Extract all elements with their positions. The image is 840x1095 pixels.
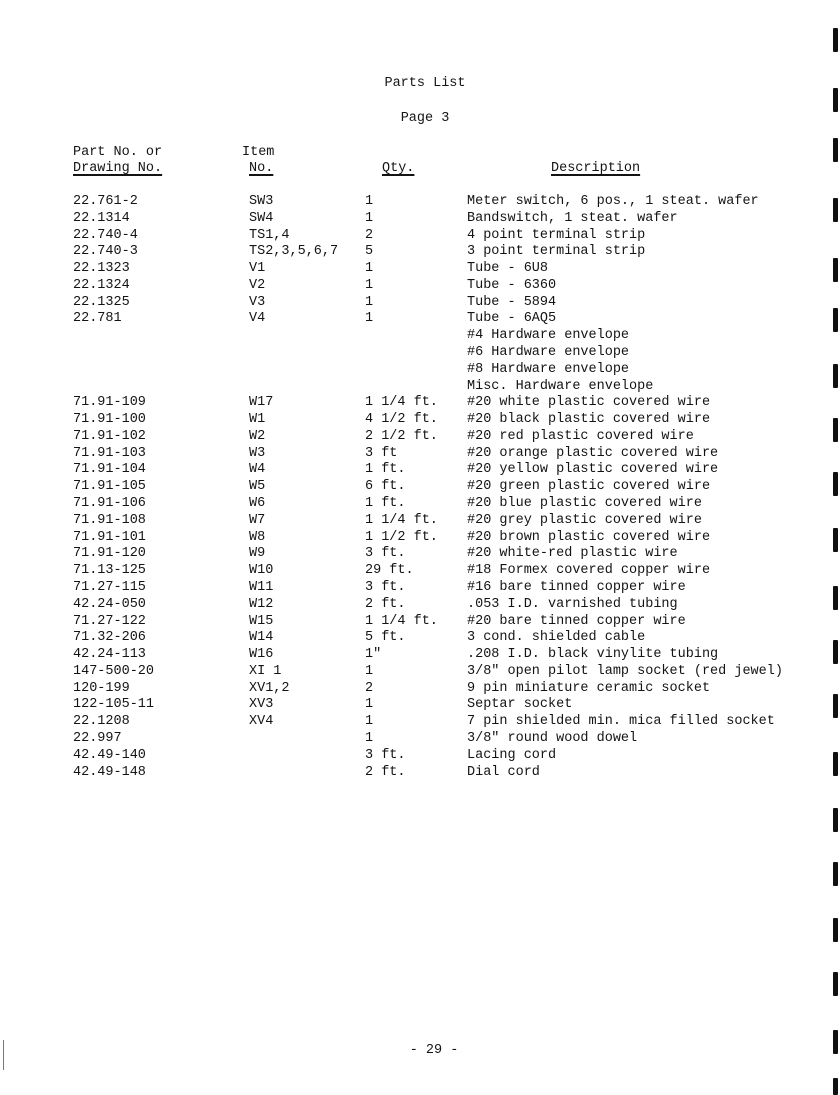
- table-row: [0, 748, 840, 765]
- binder-mark: [833, 88, 838, 112]
- table-row: [0, 681, 840, 698]
- quantity-cell: 1: [365, 277, 374, 293]
- quantity-cell: 1 1/4 ft.: [365, 512, 438, 528]
- quantity-cell: 3 ft.: [365, 546, 406, 562]
- table-row: [0, 295, 840, 312]
- binder-mark: [833, 198, 838, 222]
- part-number-cell: 71.91-103: [73, 445, 146, 461]
- table-row: [0, 462, 840, 479]
- table-row: [0, 647, 840, 664]
- part-number-cell: 71.13-125: [73, 563, 146, 579]
- binder-mark: [833, 808, 838, 832]
- description-cell: #20 black plastic covered wire: [467, 412, 711, 428]
- description-cell: Tube - 5894: [467, 294, 557, 310]
- quantity-cell: 1 1/4 ft.: [365, 613, 438, 629]
- item-number-cell: TS1,4: [249, 227, 290, 243]
- quantity-cell: 3 ft.: [365, 579, 406, 595]
- part-number-cell: 71.27-115: [73, 579, 146, 595]
- part-number-cell: 22.1314: [73, 210, 130, 226]
- item-number-cell: W7: [249, 512, 266, 528]
- item-number-cell: W2: [249, 428, 266, 444]
- table-row: [0, 479, 840, 496]
- table-row: [0, 311, 840, 328]
- binder-mark: [833, 752, 838, 776]
- table-row: [0, 513, 840, 530]
- table-row: [0, 211, 840, 228]
- description-cell: 3/8" open pilot lamp socket (red jewel): [467, 663, 783, 679]
- table-row: [0, 731, 840, 748]
- description-cell: #20 blue plastic covered wire: [467, 496, 702, 512]
- description-cell: 9 pin miniature ceramic socket: [467, 680, 711, 696]
- binder-mark: [833, 694, 838, 718]
- item-number-cell: W15: [249, 613, 274, 629]
- description-cell: Septar socket: [467, 697, 573, 713]
- binder-mark: [833, 640, 838, 664]
- part-number-cell: 122-105-11: [73, 697, 155, 713]
- table-row: [0, 278, 840, 295]
- binder-mark: [833, 472, 838, 496]
- quantity-cell: 1: [365, 194, 374, 209]
- description-cell: #20 bare tinned copper wire: [467, 613, 686, 629]
- header-description: [551, 161, 640, 177]
- item-number-cell: W14: [249, 630, 274, 646]
- table-row: [0, 228, 840, 245]
- description-cell: #20 brown plastic covered wire: [467, 529, 711, 545]
- quantity-cell: 5 ft.: [365, 630, 406, 646]
- quantity-cell: 1: [365, 697, 374, 713]
- binder-mark: [833, 586, 838, 610]
- item-number-cell: W17: [249, 395, 274, 411]
- table-row: [0, 664, 840, 681]
- binder-mark: [833, 528, 838, 552]
- part-number-cell: 22.997: [73, 730, 122, 746]
- table-row: [0, 496, 840, 513]
- item-number-cell: XV1,2: [249, 680, 290, 696]
- table-row: [0, 412, 840, 429]
- description-cell: #6 Hardware envelope: [467, 345, 630, 361]
- description-cell: Bandswitch, 1 steat. wafer: [467, 210, 678, 226]
- quantity-cell: 1": [365, 647, 382, 663]
- quantity-cell: 2 ft.: [365, 764, 406, 780]
- quantity-cell: 3 ft.: [365, 747, 406, 763]
- item-number-cell: XV3: [249, 697, 274, 713]
- binder-mark: [833, 972, 838, 996]
- description-cell: #4 Hardware envelope: [467, 328, 630, 344]
- binder-mark: [833, 1030, 838, 1054]
- table-row: [0, 546, 840, 563]
- item-number-cell: W1: [249, 412, 266, 428]
- description-cell: Misc. Hardware envelope: [467, 378, 654, 394]
- description-cell: #20 orange plastic covered wire: [467, 445, 719, 461]
- part-number-cell: 42.49-140: [73, 747, 146, 763]
- table-row: [0, 429, 840, 446]
- page-number: - 29 -: [409, 1043, 459, 1058]
- binder-mark: [833, 918, 838, 942]
- header-part-number: [73, 145, 162, 177]
- quantity-cell: 2 1/2 ft.: [365, 428, 438, 444]
- table-row: [0, 563, 840, 580]
- binder-mark: [833, 28, 838, 52]
- item-number-cell: V1: [249, 261, 266, 277]
- table-row: [0, 580, 840, 597]
- item-number-cell: XV4: [249, 714, 274, 730]
- item-number-cell: W3: [249, 445, 266, 461]
- description-cell: #20 white-red plastic wire: [467, 546, 678, 562]
- item-number-cell: V4: [249, 311, 266, 327]
- part-number-cell: 42.24-050: [73, 596, 146, 612]
- description-cell: 7 pin shielded min. mica filled socket: [467, 714, 775, 730]
- quantity-cell: 1 ft.: [365, 496, 406, 512]
- description-cell: #20 white plastic covered wire: [467, 395, 711, 411]
- quantity-cell: 2: [365, 680, 374, 696]
- item-number-cell: XI 1: [249, 663, 282, 679]
- description-cell: #20 yellow plastic covered wire: [467, 462, 719, 478]
- binder-mark: [833, 1078, 838, 1095]
- description-cell: #20 green plastic covered wire: [467, 479, 711, 495]
- quantity-cell: 5: [365, 244, 374, 260]
- header-qty: [382, 161, 414, 177]
- description-cell: 3 cond. shielded cable: [467, 630, 646, 646]
- description-cell: Tube - 6360: [467, 277, 557, 293]
- part-number-cell: 71.91-102: [73, 428, 146, 444]
- description-cell: Tube - 6U8: [467, 261, 549, 277]
- part-number-cell: 22.1325: [73, 294, 130, 310]
- item-number-cell: W10: [249, 563, 274, 579]
- table-row: [0, 328, 840, 345]
- quantity-cell: 3 ft: [365, 445, 398, 461]
- quantity-cell: 1 1/4 ft.: [365, 395, 438, 411]
- table-row: [0, 697, 840, 714]
- description-cell: Tube - 6AQ5: [467, 311, 557, 327]
- quantity-cell: 1: [365, 311, 374, 327]
- part-number-cell: 71.91-109: [73, 395, 146, 411]
- table-row: [0, 261, 840, 278]
- binder-mark: [833, 862, 838, 886]
- part-number-cell: 22.781: [73, 311, 122, 327]
- part-number-cell: 71.91-105: [73, 479, 146, 495]
- item-number-cell: W12: [249, 596, 274, 612]
- description-cell: Meter switch, 6 pos., 1 steat. wafer: [467, 194, 759, 209]
- table-row: [0, 614, 840, 631]
- description-cell: 4 point terminal strip: [467, 227, 646, 243]
- item-number-cell: W6: [249, 496, 266, 512]
- quantity-cell: 4 1/2 ft.: [365, 412, 438, 428]
- description-cell: .208 I.D. black vinylite tubing: [467, 647, 719, 663]
- edge-mark: [3, 1040, 4, 1070]
- description-cell: .053 I.D. varnished tubing: [467, 596, 678, 612]
- quantity-cell: 1: [365, 663, 374, 679]
- description-cell: 3/8" round wood dowel: [467, 730, 638, 746]
- header-item-line2: No.: [249, 161, 274, 176]
- part-number-cell: 71.91-104: [73, 462, 146, 478]
- header-item-number: [242, 145, 274, 177]
- quantity-cell: 1: [365, 210, 374, 226]
- table-row: [0, 765, 840, 782]
- description-cell: #16 bare tinned copper wire: [467, 579, 686, 595]
- quantity-cell: 1: [365, 294, 374, 310]
- description-cell: #18 Formex covered copper wire: [467, 563, 711, 579]
- table-row: [0, 446, 840, 463]
- item-number-cell: SW3: [249, 194, 274, 209]
- part-number-cell: 71.91-120: [73, 546, 146, 562]
- page-label: Page 3: [400, 111, 450, 126]
- table-row: [0, 530, 840, 547]
- part-number-cell: 147-500-20: [73, 663, 155, 679]
- quantity-cell: 1: [365, 261, 374, 277]
- table-row: [0, 194, 840, 211]
- item-number-cell: W9: [249, 546, 266, 562]
- header-item-line1: Item: [242, 145, 275, 160]
- binder-mark: [833, 418, 838, 442]
- binder-mark: [833, 138, 838, 162]
- table-row: [0, 714, 840, 731]
- quantity-cell: 29 ft.: [365, 563, 414, 579]
- part-number-cell: 71.91-108: [73, 512, 146, 528]
- table-row: [0, 395, 840, 412]
- part-number-cell: 42.49-148: [73, 764, 146, 780]
- header-description-label: Description: [551, 161, 641, 176]
- part-number-cell: 22.1324: [73, 277, 130, 293]
- quantity-cell: 1: [365, 714, 374, 730]
- part-number-cell: 71.91-100: [73, 412, 146, 428]
- item-number-cell: V2: [249, 277, 266, 293]
- table-row: [0, 345, 840, 362]
- part-number-cell: 71.32-206: [73, 630, 146, 646]
- table-row: [0, 597, 840, 614]
- binder-mark: [833, 308, 838, 332]
- description-cell: Lacing cord: [467, 747, 557, 763]
- part-number-cell: 22.740-4: [73, 227, 138, 243]
- item-number-cell: W16: [249, 647, 274, 663]
- part-number-cell: 120-199: [73, 680, 130, 696]
- quantity-cell: 6 ft.: [365, 479, 406, 495]
- quantity-cell: 2: [365, 227, 374, 243]
- quantity-cell: 1 1/2 ft.: [365, 529, 438, 545]
- table-row: [0, 630, 840, 647]
- description-cell: 3 point terminal strip: [467, 244, 646, 260]
- quantity-cell: 1 ft.: [365, 462, 406, 478]
- binder-mark: [833, 258, 838, 282]
- header-qty-label: Qty.: [382, 161, 415, 176]
- part-number-cell: 71.27-122: [73, 613, 146, 629]
- item-number-cell: SW4: [249, 210, 274, 226]
- binder-mark: [833, 364, 838, 388]
- quantity-cell: 1: [365, 730, 374, 746]
- part-number-cell: 22.1323: [73, 261, 130, 277]
- description-cell: #8 Hardware envelope: [467, 361, 630, 377]
- part-number-cell: 42.24-113: [73, 647, 146, 663]
- quantity-cell: 2 ft.: [365, 596, 406, 612]
- item-number-cell: W4: [249, 462, 266, 478]
- table-row: [0, 244, 840, 261]
- part-number-cell: 22.761-2: [73, 194, 138, 209]
- header-part-line1: Part No. or: [73, 145, 163, 160]
- description-cell: #20 grey plastic covered wire: [467, 512, 702, 528]
- item-number-cell: W5: [249, 479, 266, 495]
- table-row: [0, 379, 840, 396]
- document-title: Parts List: [384, 76, 466, 91]
- part-number-cell: 22.740-3: [73, 244, 138, 260]
- part-number-cell: 71.91-106: [73, 496, 146, 512]
- item-number-cell: W11: [249, 579, 274, 595]
- description-cell: Dial cord: [467, 764, 540, 780]
- header-part-line2: Drawing No.: [73, 161, 163, 176]
- item-number-cell: TS2,3,5,6,7: [249, 244, 339, 260]
- description-cell: #20 red plastic covered wire: [467, 428, 694, 444]
- table-row: [0, 362, 840, 379]
- part-number-cell: 71.91-101: [73, 529, 146, 545]
- item-number-cell: W8: [249, 529, 266, 545]
- part-number-cell: 22.1208: [73, 714, 130, 730]
- item-number-cell: V3: [249, 294, 266, 310]
